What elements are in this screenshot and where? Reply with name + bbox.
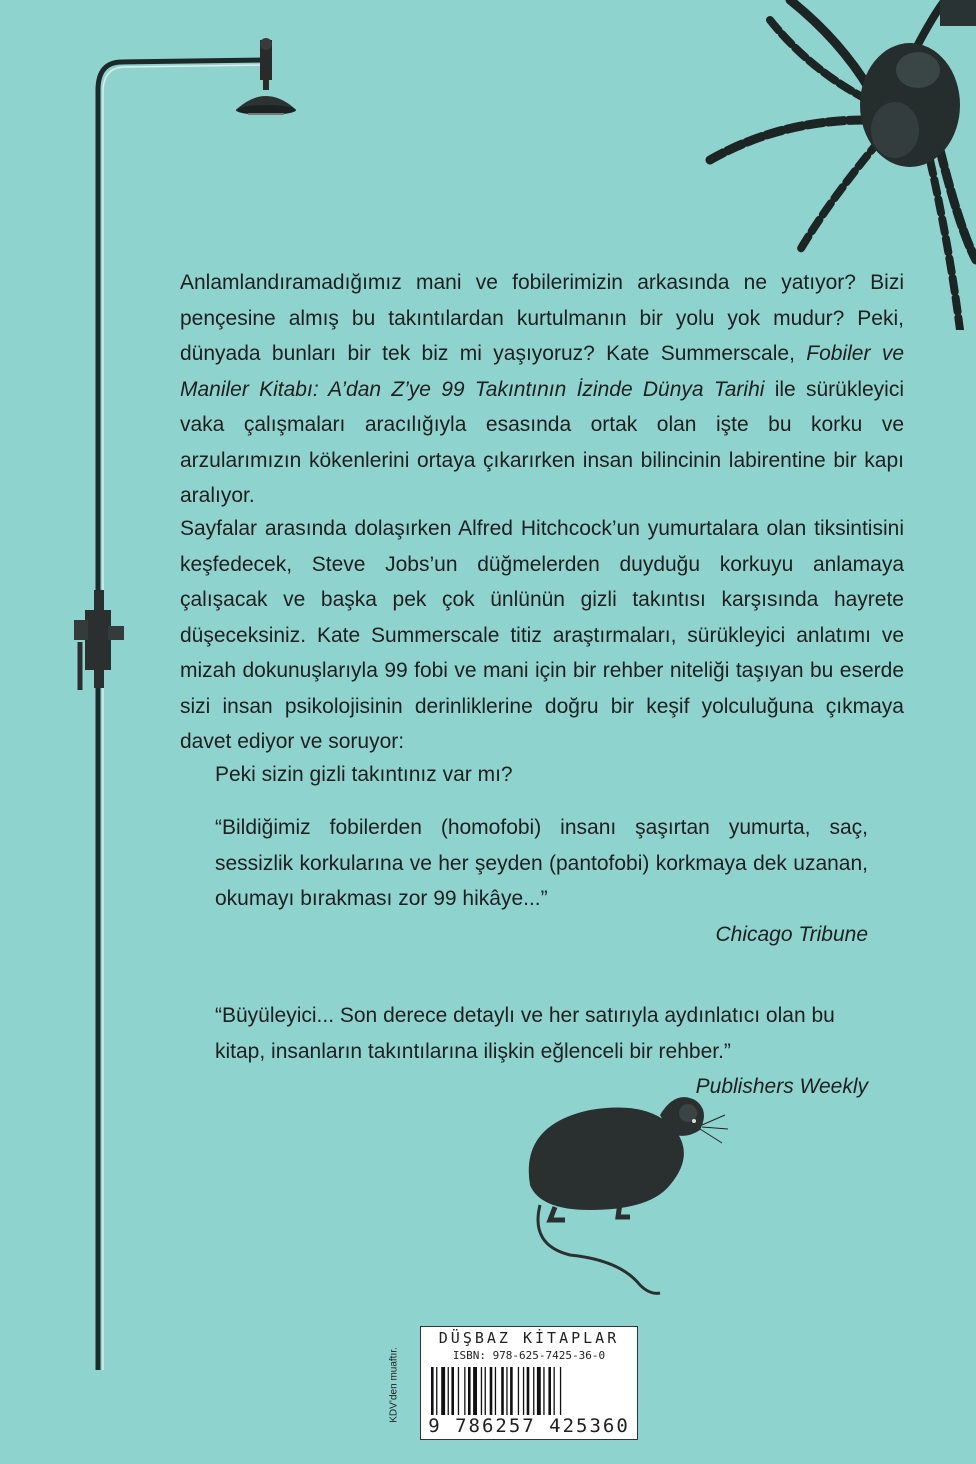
rat-illustration [510, 1085, 730, 1295]
review-quote-source: Chicago Tribune [715, 922, 868, 946]
paragraph-1-intro: Anlamlandıramadığımız mani ve fobilerimizin arkasında ne yatıyor? Bizi pençesine almış bu takıntılardan kurtulmanın bir yolu yok mudur? Peki, dünyada bunları bir tek biz mi yaşıyoruz? Kate Summerscale, [180, 271, 904, 365]
tax-note [384, 1330, 404, 1440]
paragraph-1-rest: ile sürükleyici vaka çalışmaları aracılığıyla esasında ortak olan işte bu korku ve arzularımızın kökenlerini ortaya çıkarırken insan bilincinin labirentine bir kapı aralıyor. [180, 377, 904, 507]
review-quote-text: “Büyüleyici... Son derece detaylı ve her satırıyla aydınlatıcı olan bu kitap, insanların takıntılarına ilişkin eğlenceli bir rehber.” [215, 1004, 835, 1063]
review-quote-1 [215, 810, 868, 952]
paragraph-2-text: Sayfalar arasında dolaşırken Alfred Hitchcock’un yumurtalara olan tiksintisini keşfedecek, Steve Jobs’un düğmelerden duyduğu korkuyu anlamaya çalışacak ve başka pek çok ünlünün gizli takıntısı karşısında hayrete düşeceksiniz. Kate Summerscale titiz araştırmaları, sürükleyici anlatımı ve mizah dokunuşlarıyla 99 fobi ve mani için bir rehber niteliği taşıyan bu eserde sizi insan psikolojisinin derinliklerine doğru bir keşif yolculuğuna çıkmaya davet ediyor ve soruyor: [180, 517, 904, 753]
review-quote-text: “Bildiğimiz fobilerden (homofobi) insanı şaşırtan yumurta, saç, sessizlik korkularına ve her şeyden (pantofobi) korkmaya dek uzanan, okumayı bırakması zor 99 hikâye...” [215, 816, 868, 910]
description-paragraph-1 [180, 265, 904, 514]
review-quote-2 [215, 998, 868, 1105]
book-title: Fobiler ve Maniler Kitabı: A’dan Z’ye 99 Takıntının İzinde Dünya Tarihi [180, 342, 905, 401]
barcode-icon [431, 1367, 631, 1419]
description-paragraph-2 [180, 511, 904, 760]
isbn-label: ISBN: 978-625-7425-36-0 [452, 1349, 606, 1362]
barcode-digits: 9 786257 425360 [421, 1415, 637, 1437]
review-quote-source: Publishers Weekly [695, 1075, 868, 1098]
tax-note-text: KDV’den muaftır. [388, 1347, 400, 1423]
barcode-box [420, 1326, 638, 1440]
question-line: Peki sizin gizli takıntınız var mı? [215, 763, 513, 786]
publisher-name: DÜŞBAZ KİTAPLAR [438, 1329, 620, 1347]
